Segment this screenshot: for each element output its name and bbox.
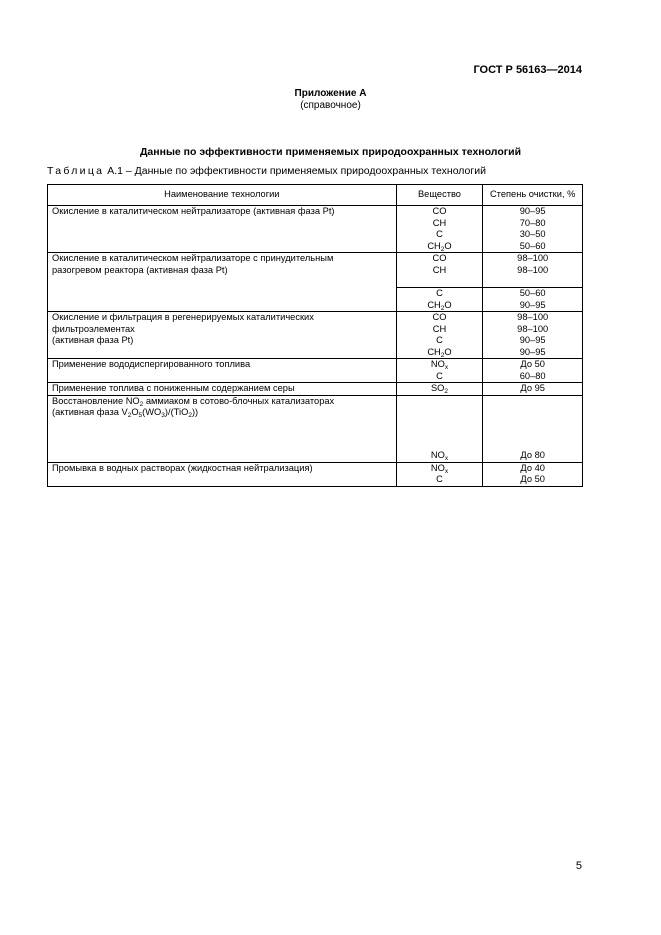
table-header-row: [48, 185, 583, 206]
substance-value: CO: [432, 312, 447, 322]
technology-cell: [48, 312, 397, 359]
substance-value: CH: [432, 264, 447, 275]
table-caption: [47, 165, 486, 177]
degree-value: 50–60: [519, 240, 546, 251]
technology-line: Применение вододиспергированного топлива: [52, 359, 251, 369]
degree-value: 60–80: [519, 370, 546, 381]
degree-value: 90–95: [519, 299, 546, 310]
column-header-degree: Степень очистки, %: [483, 185, 583, 206]
substance-cell: [396, 253, 483, 288]
degree-cell: [483, 359, 583, 383]
substance-value: C: [436, 288, 443, 298]
degree-value: До 95: [520, 383, 545, 393]
substance-value: C: [436, 474, 443, 484]
technology-line: Окисление в каталитическом нейтрализаторе с принудительным: [52, 253, 334, 263]
technology-line: разогревом реактора (активная фаза Pt): [52, 264, 228, 275]
substance-value: $CH_2O$: [427, 240, 452, 253]
table-row: [48, 383, 583, 396]
degree-cell: [483, 395, 583, 462]
substance-value: $SO_2$: [430, 383, 449, 395]
substance-value: $NO_x$: [430, 450, 449, 462]
efficiency-table: [47, 184, 583, 487]
substance-value: $NO_x$: [430, 359, 449, 371]
degree-cell: [483, 288, 583, 312]
technology-line: Промывка в водных растворах (жидкостная нейтрализация): [52, 462, 313, 473]
appendix-subtitle: (справочное): [300, 100, 361, 111]
technology-cell: [48, 206, 397, 253]
degree-value: До 80: [520, 450, 545, 460]
table-row: [48, 253, 583, 288]
substance-cell: [396, 288, 483, 312]
column-header-substance: Вещество: [396, 185, 483, 206]
caption-number: А.1: [107, 165, 123, 177]
technology-cell: [48, 253, 397, 312]
technology-cell: [48, 383, 397, 396]
technology-cell: [48, 395, 397, 462]
substance-cell: [396, 312, 483, 359]
degree-value: 98–100: [517, 312, 549, 322]
degree-cell: [483, 312, 583, 359]
technology-line: (активная фаза Pt): [52, 335, 134, 345]
caption-text: Данные по эффективности применяемых природоохранных технологий: [134, 165, 486, 177]
degree-value: 70–80: [519, 217, 546, 228]
technology-line: Окисление в каталитическом нейтрализаторе (активная фаза Pt): [52, 206, 335, 216]
section-heading: Данные по эффективности применяемых природоохранных технологий: [139, 146, 522, 158]
technology-cell: [48, 359, 397, 383]
technology-line: фильтроэлементах: [52, 323, 135, 334]
degree-cell: [483, 253, 583, 288]
substance-cell: [396, 462, 483, 486]
technology-cell: [48, 462, 397, 486]
degree-value: 98–100: [517, 323, 549, 334]
substance-value: C: [436, 370, 443, 381]
standard-number: ГОСТ Р 56163—2014: [473, 64, 582, 76]
technology-line: Применение топлива с пониженным содержанием серы: [52, 383, 295, 393]
substance-value: $NO_x$: [430, 462, 449, 475]
degree-cell: [483, 206, 583, 253]
degree-value: До 40: [520, 462, 545, 473]
substance-cell: [396, 395, 483, 462]
degree-value: 98–100: [517, 253, 549, 263]
substance-value: C: [436, 335, 443, 345]
caption-dash: –: [125, 165, 132, 177]
appendix-block: [0, 88, 661, 112]
substance-value: $CH_2O$: [427, 299, 452, 312]
substance-value: CO: [432, 206, 447, 216]
degree-value: До 50: [520, 474, 545, 484]
degree-value: До 50: [520, 359, 545, 369]
degree-cell: [483, 462, 583, 486]
substance-value: CH: [432, 217, 447, 228]
table-row: [48, 462, 583, 486]
substance-value: CO: [432, 253, 447, 263]
degree-value: 90–95: [519, 206, 546, 216]
degree-value: 90–95: [519, 346, 546, 357]
page-number: 5: [575, 860, 582, 872]
table-row: [48, 359, 583, 383]
column-header-technology: Наименование технологии: [48, 185, 397, 206]
table-row: [48, 312, 583, 359]
substance-cell: [396, 359, 483, 383]
appendix-title: Приложение А: [294, 88, 367, 99]
substance-value: CH: [432, 323, 447, 334]
technology-line: Восстановление $NO_2$ аммиаком в сотово-блочных катализаторах: [52, 395, 335, 408]
substance-cell: [396, 383, 483, 396]
substance-cell: [396, 206, 483, 253]
technology-line: (активная фаза $V_2O_5(WO_3)/(TiO_2)$): [52, 407, 199, 419]
degree-value: 50–60: [519, 288, 546, 298]
degree-value: 98–100: [517, 264, 549, 275]
table-row: [48, 395, 583, 462]
technology-line: Окисление и фильтрация в регенерируемых каталитических: [52, 312, 314, 322]
degree-value: 90–95: [519, 335, 546, 345]
degree-cell: [483, 383, 583, 396]
substance-value: $CH_2O$: [427, 346, 452, 359]
table-row: [48, 206, 583, 253]
caption-prefix: Таблица: [47, 165, 105, 177]
substance-value: C: [436, 229, 443, 239]
degree-value: 30–50: [519, 229, 546, 239]
